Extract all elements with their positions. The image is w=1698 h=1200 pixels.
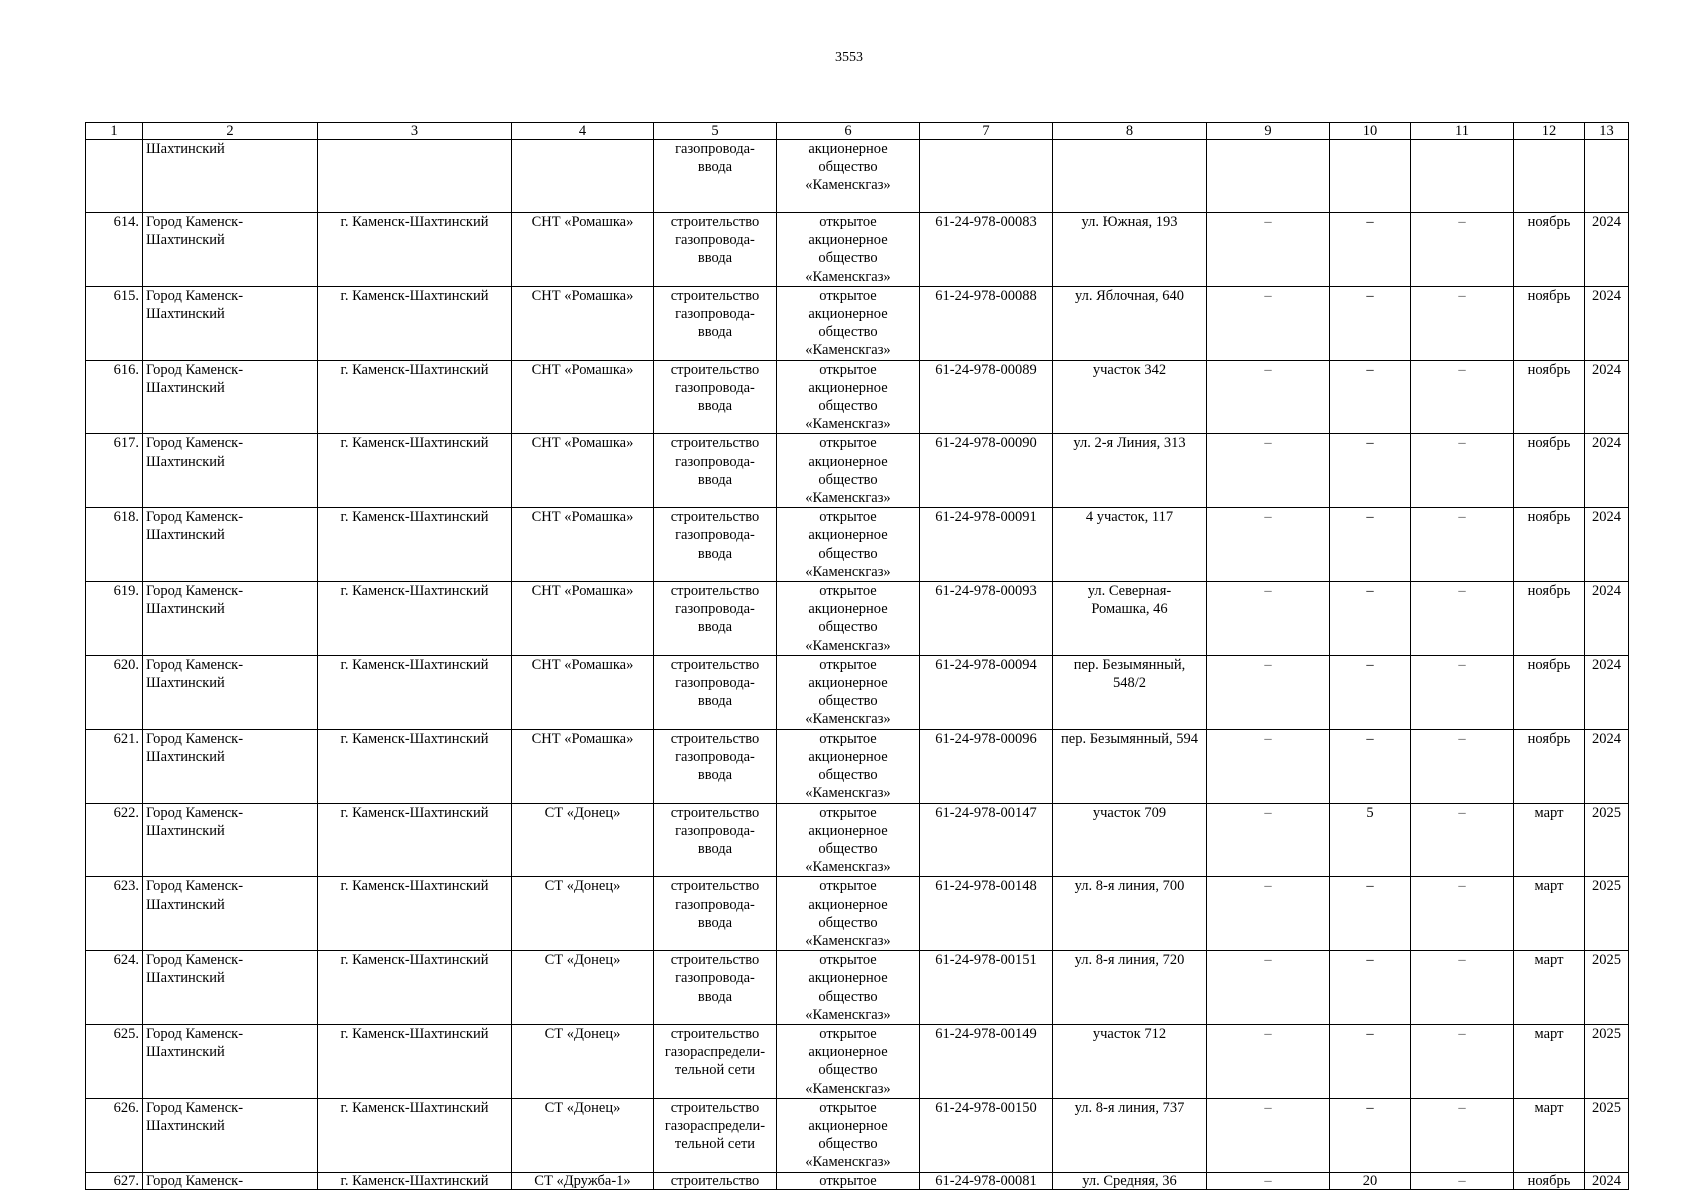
- cell-col11: –: [1411, 803, 1514, 877]
- cell-col9: –: [1207, 877, 1330, 951]
- cell-col9: –: [1207, 655, 1330, 729]
- cell-address: ул. 8-я линия, 720: [1053, 951, 1207, 1025]
- cell-col11: –: [1411, 434, 1514, 508]
- cell-location: [512, 140, 654, 213]
- cell-month: ноябрь: [1514, 360, 1585, 434]
- cell-settlement: г. Каменск-Шахтинский: [318, 582, 512, 656]
- cell-code: [920, 140, 1053, 213]
- cell-address: [1053, 140, 1207, 213]
- cell-address: участок 709: [1053, 803, 1207, 877]
- cell-col10: –: [1330, 434, 1411, 508]
- cell-settlement: г. Каменск-Шахтинский: [318, 803, 512, 877]
- data-table: [85, 122, 1629, 1190]
- cell-year: [1585, 140, 1629, 213]
- cell-code: 61-24-978-00151: [920, 951, 1053, 1025]
- cell-location: СНТ «Ромашка»: [512, 582, 654, 656]
- table-row: [86, 1172, 1629, 1189]
- cell-location: СТ «Дружба-1»: [512, 1172, 654, 1189]
- table-row: [86, 1098, 1629, 1172]
- cell-location: СТ «Донец»: [512, 951, 654, 1025]
- cell-settlement: г. Каменск-Шахтинский: [318, 286, 512, 360]
- cell-settlement: [318, 140, 512, 213]
- table-row: [86, 655, 1629, 729]
- cell-municipality: Город Каменск- Шахтинский: [143, 655, 318, 729]
- cell-location: СНТ «Ромашка»: [512, 360, 654, 434]
- cell-code: 61-24-978-00081: [920, 1172, 1053, 1189]
- cell-year: 2025: [1585, 1024, 1629, 1098]
- cell-address: участок 342: [1053, 360, 1207, 434]
- cell-year: 2024: [1585, 655, 1629, 729]
- cell-address: ул. 2-я Линия, 313: [1053, 434, 1207, 508]
- cell-work-type: строительство газопровода- ввода: [654, 729, 777, 803]
- cell-col9: –: [1207, 434, 1330, 508]
- cell-col10: –: [1330, 729, 1411, 803]
- cell-col10: –: [1330, 508, 1411, 582]
- column-header: 1: [86, 123, 143, 140]
- table-row: [86, 729, 1629, 803]
- cell-num: 620.: [86, 655, 143, 729]
- cell-month: март: [1514, 1098, 1585, 1172]
- cell-col9: –: [1207, 508, 1330, 582]
- cell-col11: –: [1411, 655, 1514, 729]
- cell-organization: открытое акционерное общество «Каменскгаз»: [777, 434, 920, 508]
- cell-municipality: Город Каменск- Шахтинский: [143, 582, 318, 656]
- column-header: 2: [143, 123, 318, 140]
- continuation-row: [86, 140, 1629, 213]
- table-row: [86, 213, 1629, 287]
- cell-work-type: газопровода- ввода: [654, 140, 777, 213]
- cell-year: 2024: [1585, 1172, 1629, 1189]
- cell-col10: 20: [1330, 1172, 1411, 1189]
- cell-municipality: Город Каменск- Шахтинский: [143, 951, 318, 1025]
- cell-settlement: г. Каменск-Шахтинский: [318, 434, 512, 508]
- cell-col10: –: [1330, 582, 1411, 656]
- cell-month: ноябрь: [1514, 508, 1585, 582]
- cell-col9: [1207, 140, 1330, 213]
- table-header: [86, 123, 1629, 140]
- cell-num: 625.: [86, 1024, 143, 1098]
- cell-settlement: г. Каменск-Шахтинский: [318, 877, 512, 951]
- cell-municipality: Город Каменск- Шахтинский: [143, 729, 318, 803]
- cell-code: 61-24-978-00150: [920, 1098, 1053, 1172]
- cell-organization: открытое акционерное общество «Каменскгаз»: [777, 286, 920, 360]
- cell-municipality: Город Каменск- Шахтинский: [143, 803, 318, 877]
- cell-col9: –: [1207, 582, 1330, 656]
- cell-code: 61-24-978-00093: [920, 582, 1053, 656]
- cell-year: 2024: [1585, 434, 1629, 508]
- cell-year: 2024: [1585, 360, 1629, 434]
- column-header: 10: [1330, 123, 1411, 140]
- cell-location: СТ «Донец»: [512, 1024, 654, 1098]
- cell-organization: открытое акционерное общество «Каменскгаз»: [777, 508, 920, 582]
- cell-code: 61-24-978-00094: [920, 655, 1053, 729]
- cell-code: 61-24-978-00091: [920, 508, 1053, 582]
- cell-month: март: [1514, 951, 1585, 1025]
- column-header: 9: [1207, 123, 1330, 140]
- cell-month: март: [1514, 1024, 1585, 1098]
- cell-col10: –: [1330, 877, 1411, 951]
- cell-work-type: строительство газопровода- ввода: [654, 360, 777, 434]
- cell-settlement: г. Каменск-Шахтинский: [318, 951, 512, 1025]
- table-row: [86, 508, 1629, 582]
- cell-col9: –: [1207, 360, 1330, 434]
- cell-code: 61-24-978-00149: [920, 1024, 1053, 1098]
- cell-address: ул. Северная- Ромашка, 46: [1053, 582, 1207, 656]
- cell-col9: –: [1207, 729, 1330, 803]
- cell-num: 618.: [86, 508, 143, 582]
- cell-col10: –: [1330, 951, 1411, 1025]
- cell-settlement: г. Каменск-Шахтинский: [318, 729, 512, 803]
- header-row: [86, 123, 1629, 140]
- table-row: [86, 803, 1629, 877]
- cell-work-type: строительство газопровода- ввода: [654, 655, 777, 729]
- cell-num: 617.: [86, 434, 143, 508]
- cell-month: ноябрь: [1514, 286, 1585, 360]
- cell-organization: открытое акционерное общество «Каменскгаз»: [777, 1024, 920, 1098]
- cell-month: [1514, 140, 1585, 213]
- cell-month: март: [1514, 803, 1585, 877]
- cell-month: март: [1514, 877, 1585, 951]
- cell-organization: открытое акционерное общество «Каменскгаз»: [777, 655, 920, 729]
- cell-municipality: Город Каменск- Шахтинский: [143, 1098, 318, 1172]
- cell-col11: –: [1411, 951, 1514, 1025]
- cell-address: ул. 8-я линия, 737: [1053, 1098, 1207, 1172]
- cell-location: СТ «Донец»: [512, 877, 654, 951]
- cell-work-type: строительство газопровода- ввода: [654, 951, 777, 1025]
- column-header: 8: [1053, 123, 1207, 140]
- cell-organization: открытое акционерное общество «Каменскгаз»: [777, 951, 920, 1025]
- cell-month: ноябрь: [1514, 729, 1585, 803]
- column-header: 7: [920, 123, 1053, 140]
- cell-location: СТ «Донец»: [512, 1098, 654, 1172]
- cell-year: 2024: [1585, 286, 1629, 360]
- cell-address: ул. 8-я линия, 700: [1053, 877, 1207, 951]
- cell-code: 61-24-978-00090: [920, 434, 1053, 508]
- cell-code: 61-24-978-00148: [920, 877, 1053, 951]
- cell-organization: открытое акционерное общество «Каменскгаз»: [777, 360, 920, 434]
- cell-organization: открытое акционерное общество «Каменскгаз»: [777, 729, 920, 803]
- column-header: 5: [654, 123, 777, 140]
- cell-num: [86, 140, 143, 213]
- cell-col11: –: [1411, 286, 1514, 360]
- cell-col10: 5: [1330, 803, 1411, 877]
- cell-col9: –: [1207, 951, 1330, 1025]
- cell-num: 616.: [86, 360, 143, 434]
- cell-year: 2025: [1585, 951, 1629, 1025]
- cell-settlement: г. Каменск-Шахтинский: [318, 1098, 512, 1172]
- cell-num: 619.: [86, 582, 143, 656]
- cell-work-type: строительство газопровода- ввода: [654, 286, 777, 360]
- cell-num: 622.: [86, 803, 143, 877]
- cell-col9: –: [1207, 213, 1330, 287]
- cell-settlement: г. Каменск-Шахтинский: [318, 1024, 512, 1098]
- cell-col11: [1411, 140, 1514, 213]
- cell-work-type: строительство газопровода- ввода: [654, 582, 777, 656]
- cell-address: участок 712: [1053, 1024, 1207, 1098]
- table-row: [86, 582, 1629, 656]
- cell-municipality: Город Каменск- Шахтинский: [143, 1024, 318, 1098]
- cell-month: ноябрь: [1514, 655, 1585, 729]
- cell-organization: открытое акционерное общество «Каменскгаз»: [777, 877, 920, 951]
- cell-col11: –: [1411, 508, 1514, 582]
- cell-month: ноябрь: [1514, 1172, 1585, 1189]
- cell-municipality: Город Каменск-: [143, 1172, 318, 1189]
- cell-num: 614.: [86, 213, 143, 287]
- table-row: [86, 951, 1629, 1025]
- cell-col10: –: [1330, 360, 1411, 434]
- cell-work-type: строительство газопровода- ввода: [654, 434, 777, 508]
- table-row: [86, 1024, 1629, 1098]
- cell-code: 61-24-978-00088: [920, 286, 1053, 360]
- cell-month: ноябрь: [1514, 213, 1585, 287]
- table-row: [86, 360, 1629, 434]
- cell-col11: –: [1411, 213, 1514, 287]
- cell-settlement: г. Каменск-Шахтинский: [318, 1172, 512, 1189]
- cell-col9: –: [1207, 1098, 1330, 1172]
- column-header: 11: [1411, 123, 1514, 140]
- cell-work-type: строительство газопровода- ввода: [654, 803, 777, 877]
- cell-num: 627.: [86, 1172, 143, 1189]
- cell-settlement: г. Каменск-Шахтинский: [318, 360, 512, 434]
- cell-address: пер. Безымянный, 548/2: [1053, 655, 1207, 729]
- cell-location: СНТ «Ромашка»: [512, 508, 654, 582]
- column-header: 12: [1514, 123, 1585, 140]
- cell-location: СНТ «Ромашка»: [512, 655, 654, 729]
- cell-work-type: строительство газораспредели- тельной сети: [654, 1024, 777, 1098]
- cell-organization: открытое акционерное общество «Каменскгаз»: [777, 1098, 920, 1172]
- cell-year: 2025: [1585, 803, 1629, 877]
- cell-location: СНТ «Ромашка»: [512, 286, 654, 360]
- cell-municipality: Город Каменск- Шахтинский: [143, 434, 318, 508]
- cell-col10: [1330, 140, 1411, 213]
- cell-code: 61-24-978-00147: [920, 803, 1053, 877]
- cell-municipality: Город Каменск- Шахтинский: [143, 508, 318, 582]
- cell-col11: –: [1411, 1098, 1514, 1172]
- cell-organization: открытое: [777, 1172, 920, 1189]
- cell-address: 4 участок, 117: [1053, 508, 1207, 582]
- column-header: 4: [512, 123, 654, 140]
- cell-location: СНТ «Ромашка»: [512, 213, 654, 287]
- cell-num: 626.: [86, 1098, 143, 1172]
- cell-address: ул. Средняя, 36: [1053, 1172, 1207, 1189]
- cell-code: 61-24-978-00083: [920, 213, 1053, 287]
- cell-col11: –: [1411, 1172, 1514, 1189]
- cell-col10: –: [1330, 1098, 1411, 1172]
- table-row: [86, 434, 1629, 508]
- cell-settlement: г. Каменск-Шахтинский: [318, 213, 512, 287]
- cell-organization: акционерное общество «Каменскгаз»: [777, 140, 920, 213]
- cell-col10: –: [1330, 213, 1411, 287]
- cell-municipality: Город Каменск- Шахтинский: [143, 213, 318, 287]
- cell-col11: –: [1411, 729, 1514, 803]
- cell-organization: открытое акционерное общество «Каменскгаз»: [777, 582, 920, 656]
- cell-work-type: строительство газораспредели- тельной сети: [654, 1098, 777, 1172]
- cell-code: 61-24-978-00089: [920, 360, 1053, 434]
- cell-col11: –: [1411, 877, 1514, 951]
- cell-code: 61-24-978-00096: [920, 729, 1053, 803]
- cell-year: 2024: [1585, 582, 1629, 656]
- page-number: 3553: [835, 50, 863, 65]
- cell-month: ноябрь: [1514, 434, 1585, 508]
- cell-col11: –: [1411, 360, 1514, 434]
- cell-col9: –: [1207, 286, 1330, 360]
- table-row: [86, 877, 1629, 951]
- cell-year: 2024: [1585, 729, 1629, 803]
- cell-organization: открытое акционерное общество «Каменскгаз»: [777, 213, 920, 287]
- cell-year: 2024: [1585, 508, 1629, 582]
- cell-work-type: строительство: [654, 1172, 777, 1189]
- cell-organization: открытое акционерное общество «Каменскгаз»: [777, 803, 920, 877]
- column-header: 13: [1585, 123, 1629, 140]
- cell-month: ноябрь: [1514, 582, 1585, 656]
- table-row: [86, 286, 1629, 360]
- cell-work-type: строительство газопровода- ввода: [654, 877, 777, 951]
- cell-col9: –: [1207, 1172, 1330, 1189]
- cell-year: 2025: [1585, 877, 1629, 951]
- cell-location: СНТ «Ромашка»: [512, 434, 654, 508]
- column-header: 6: [777, 123, 920, 140]
- cell-num: 621.: [86, 729, 143, 803]
- cell-col10: –: [1330, 1024, 1411, 1098]
- cell-col11: –: [1411, 1024, 1514, 1098]
- cell-address: ул. Южная, 193: [1053, 213, 1207, 287]
- cell-location: СНТ «Ромашка»: [512, 729, 654, 803]
- cell-work-type: строительство газопровода- ввода: [654, 508, 777, 582]
- cell-col10: –: [1330, 655, 1411, 729]
- cell-address: ул. Яблочная, 640: [1053, 286, 1207, 360]
- cell-col11: –: [1411, 582, 1514, 656]
- cell-col9: –: [1207, 1024, 1330, 1098]
- cell-num: 615.: [86, 286, 143, 360]
- cell-num: 624.: [86, 951, 143, 1025]
- cell-settlement: г. Каменск-Шахтинский: [318, 508, 512, 582]
- cell-municipality: Город Каменск- Шахтинский: [143, 360, 318, 434]
- cell-location: СТ «Донец»: [512, 803, 654, 877]
- cell-col9: –: [1207, 803, 1330, 877]
- cell-work-type: строительство газопровода- ввода: [654, 213, 777, 287]
- cell-settlement: г. Каменск-Шахтинский: [318, 655, 512, 729]
- column-header: 3: [318, 123, 512, 140]
- cell-municipality: Город Каменск- Шахтинский: [143, 286, 318, 360]
- cell-col10: –: [1330, 286, 1411, 360]
- table-body: [86, 140, 1629, 1190]
- cell-address: пер. Безымянный, 594: [1053, 729, 1207, 803]
- cell-year: 2025: [1585, 1098, 1629, 1172]
- cell-num: 623.: [86, 877, 143, 951]
- cell-year: 2024: [1585, 213, 1629, 287]
- cell-municipality: Шахтинский: [143, 140, 318, 213]
- cell-municipality: Город Каменск- Шахтинский: [143, 877, 318, 951]
